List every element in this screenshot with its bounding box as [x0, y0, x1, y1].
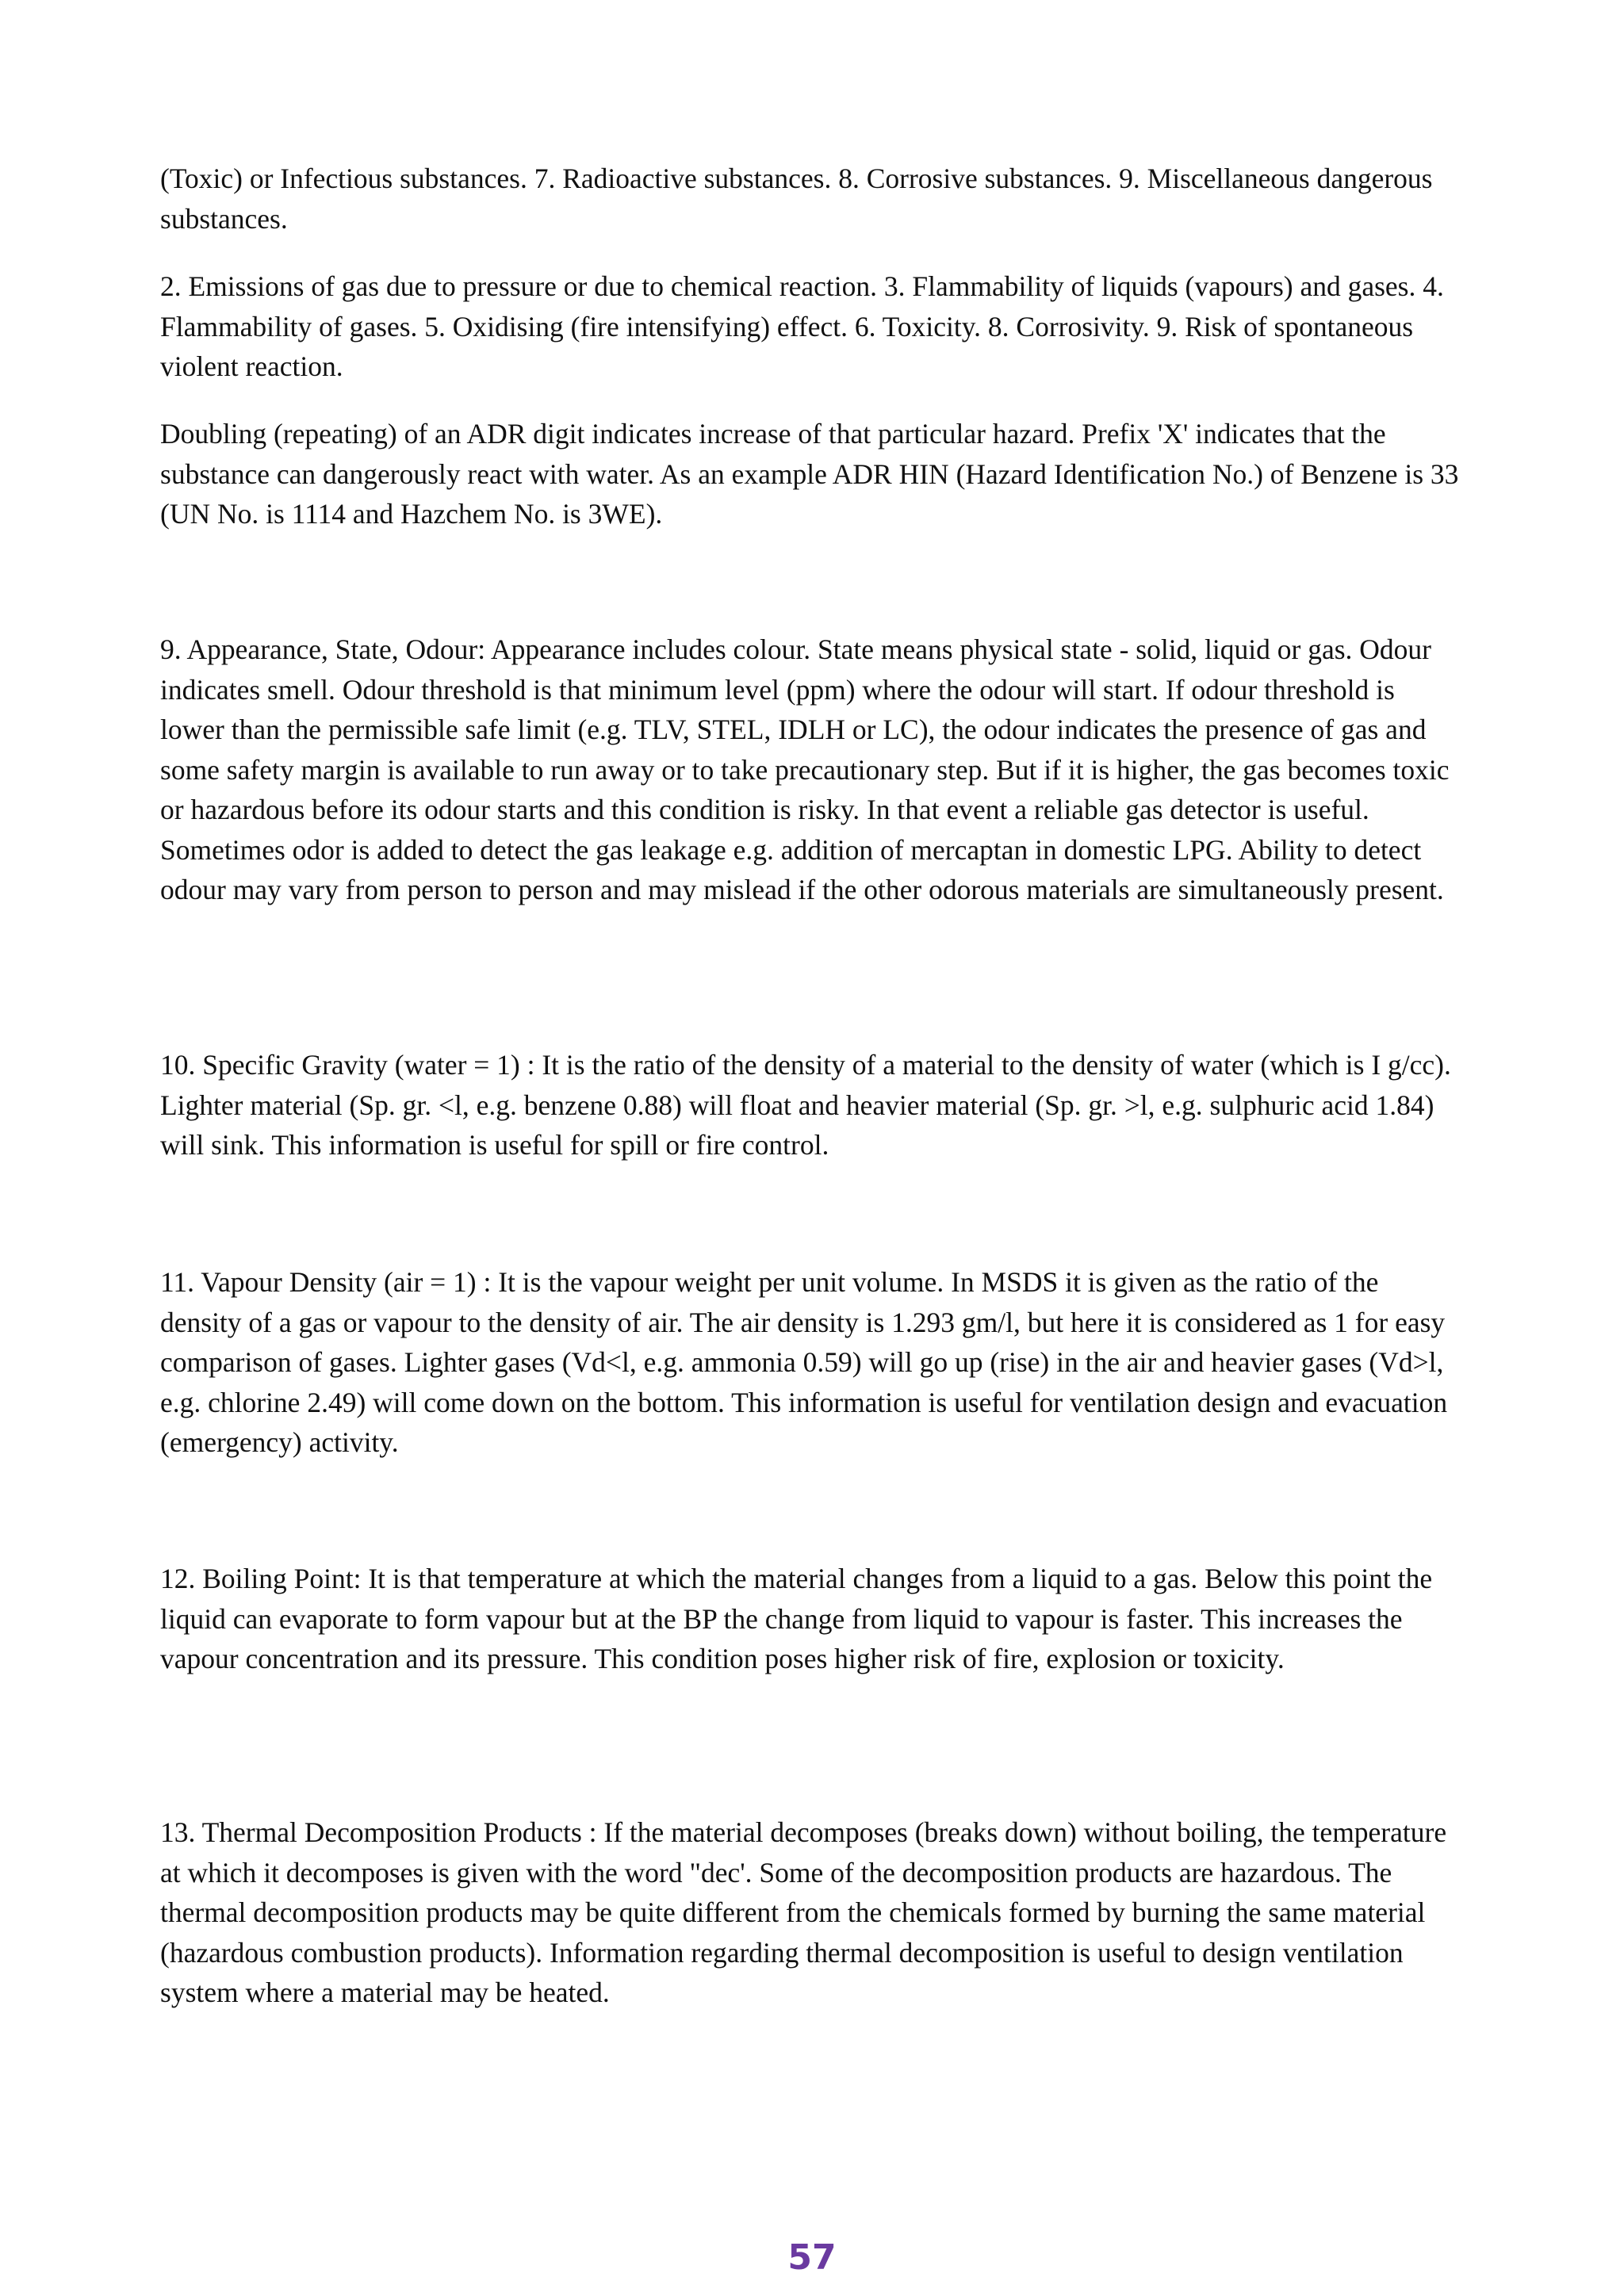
paragraph-boiling-point: 12. Boiling Point: It is that temperature at which the material changes from a liquid to a gas. Below this point the liquid can evaporate to form vapour but at the BP the change from liquid to vapour is faster. This increases the vapour concentration and its pressure. This condition poses higher risk of fire, explosion or toxicity. [160, 1563, 1433, 1674]
paragraph-specific-gravity: 10. Specific Gravity (water = 1) : It is the ratio of the density of a material to the density of water (which is I g/cc). Lighter material (Sp. gr. <l, e.g. benzene 0.88) will float and heavier material (Sp. gr. >l, e.g. sulphuric acid 1.84) will sink. This information is useful for spill or fire control. [160, 1049, 1451, 1161]
page-number: 57 [787, 2237, 837, 2278]
paragraph-appearance-state-odour: 9. Appearance, State, Odour: Appearance includes colour. State means physical state - solid, liquid or gas. Odour indicates smell. Odour threshold is that minimum level (ppm) where the odour will start. If odour threshold is lower than the permissible safe limit (e.g. TLV, STEL, IDLH or LC), the odour indicates the presence of gas and some safety margin is available to run away or to take precautionary step. But if it is higher, the gas becomes toxic or hazardous before its odour starts and this condition is risky. In that event a reliable gas detector is useful. Sometimes odor is added to detect the gas leakage e.g. addition of mercaptan in domestic LPG. Ability to detect odour may vary from person to person and may mislead if the other odorous materials are simultaneously present. [160, 633, 1450, 905]
paragraph-hazard-classes-continued: (Toxic) or Infectious substances. 7. Radioactive substances. 8. Corrosive substances. 9. Miscellaneous dangerous substances. [160, 163, 1433, 235]
paragraph-vapour-density: 11. Vapour Density (air = 1) : It is the vapour weight per unit volume. In MSDS it is given as the ratio of the density of a gas or vapour to the density of air. The air density is 1.293 gm/l, but here it is considered as 1 for easy comparison of gases. Lighter gases (Vd<l, e.g. ammonia 0.59) will go up (rise) in the air and heavier gases (Vd>l, e.g. chlorine 2.49) will come down on the bottom. This information is useful for ventilation design and evacuation (emergency) activity. [160, 1266, 1448, 1458]
paragraph-adr-digit-meanings: 2. Emissions of gas due to pressure or due to chemical reaction. 3. Flammability of liquids (vapours) and gases. 4. Flammability of gases. 5. Oxidising (fire intensifying) effect. 6. Toxicity. 8. Corrosivity. 9. Risk of spontaneous violent reaction. [160, 270, 1444, 382]
paragraph-thermal-decomposition: 13. Thermal Decomposition Products : If the material decomposes (breaks down) without boiling, the temperature at which it decomposes is given with the word "dec'. Some of the decomposition products are hazardous. The thermal decomposition products may be quite different from the chemicals formed by burning the same material (hazardous combustion products). Information regarding thermal decomposition is useful to design ventilation system where a material may be heated. [160, 1816, 1447, 2008]
paragraph-adr-doubling: Doubling (repeating) of an ADR digit indicates increase of that particular hazard. Prefix 'X' indicates that the substance can dangerously react with water. As an example ADR HIN (Hazard Identification No.) of Benzene is 33 (UN No. is 1114 and Hazchem No. is 3WE). [160, 418, 1459, 530]
